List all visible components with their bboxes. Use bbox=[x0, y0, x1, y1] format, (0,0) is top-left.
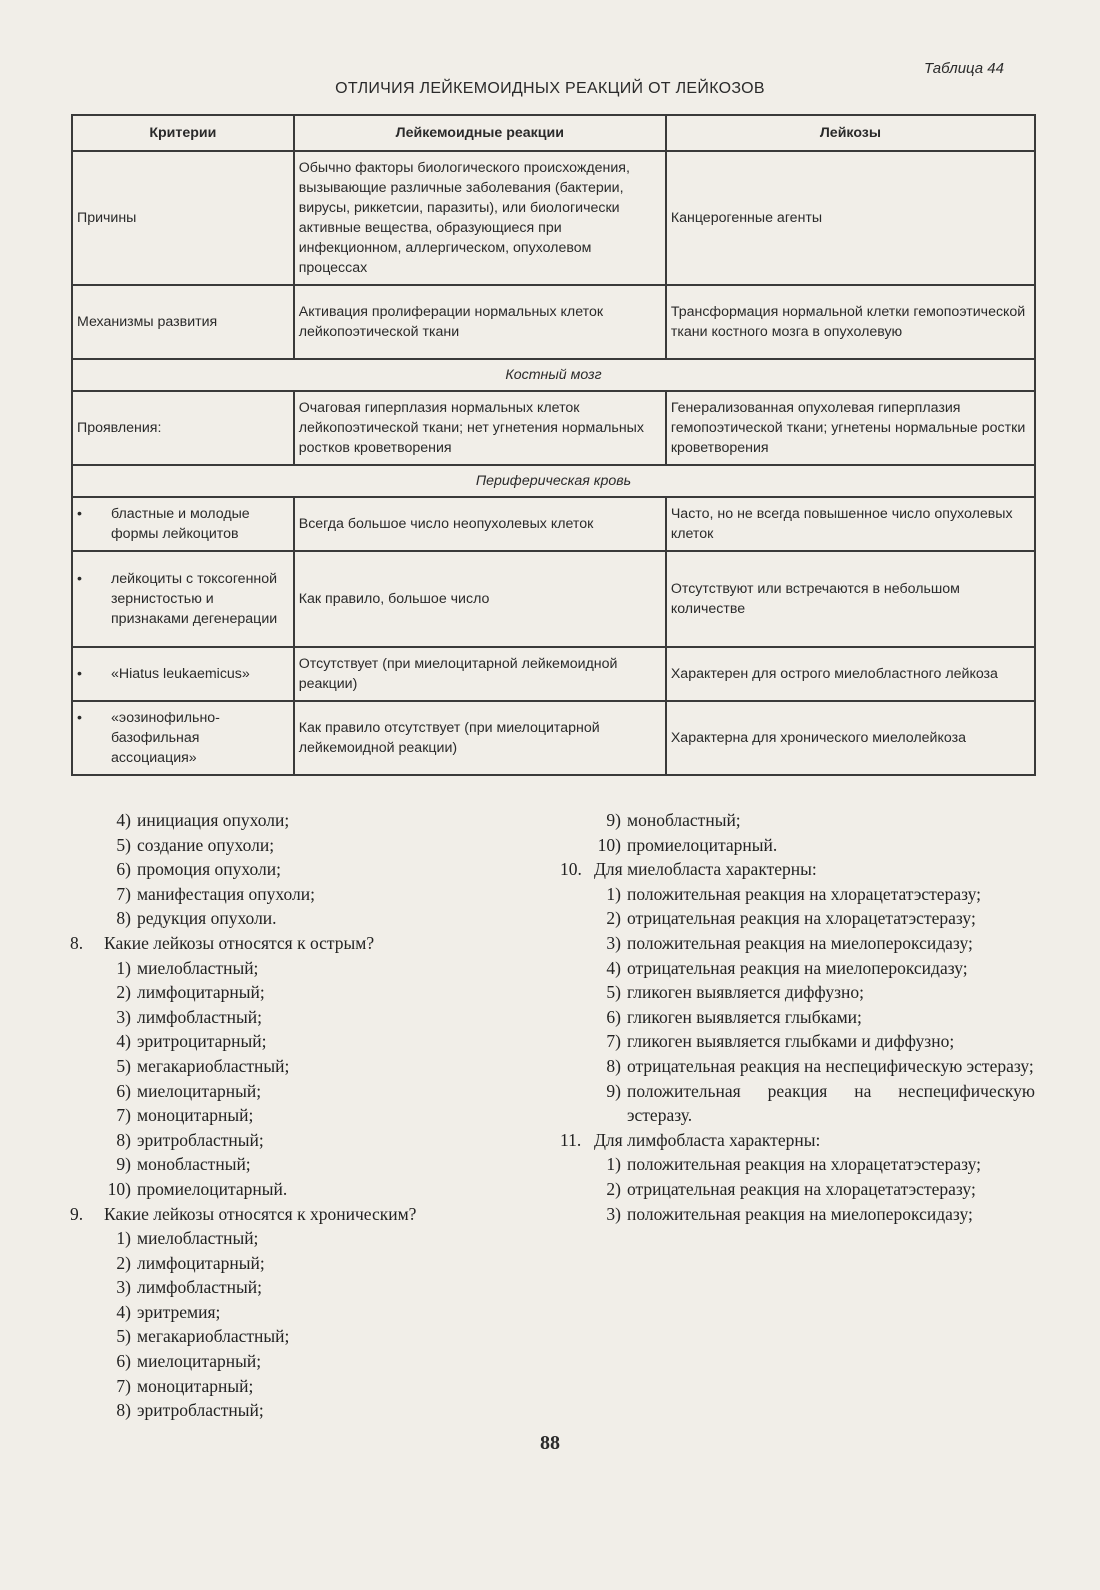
option-text: миелоцитарный; bbox=[137, 1351, 262, 1372]
option-text: эритроцитарный; bbox=[137, 1031, 267, 1052]
option-number: 5) bbox=[116, 1326, 131, 1347]
table-cell: Механизмы развития bbox=[72, 285, 294, 359]
answer-option bbox=[70, 882, 530, 907]
option-number: 1) bbox=[606, 1154, 621, 1175]
comparison-table bbox=[71, 114, 1036, 776]
section-row bbox=[72, 359, 1035, 391]
option-text: инициация опухоли; bbox=[137, 810, 290, 830]
option-text: миелоцитарный; bbox=[137, 1080, 262, 1101]
question-number: 8. bbox=[70, 932, 84, 953]
option-number: 10) bbox=[107, 1178, 131, 1199]
table-cell: Как правило, большое число bbox=[294, 551, 666, 647]
answer-option bbox=[70, 906, 530, 931]
answer-option bbox=[560, 906, 1035, 931]
header-criteria: Критерии bbox=[72, 115, 294, 151]
option-text: эритробластный; bbox=[137, 1129, 264, 1150]
option-number: 7) bbox=[606, 1031, 621, 1052]
table-title: ОТЛИЧИЯ ЛЕЙКЕМОИДНЫХ РЕАКЦИЙ ОТ ЛЕЙКОЗОВ bbox=[335, 80, 765, 97]
table-cell: Характерен для острого миелобластного лейкоза bbox=[666, 647, 1035, 701]
option-number: 2) bbox=[116, 982, 131, 1003]
option-text: мегакариобластный; bbox=[137, 1055, 290, 1076]
page-number: 88 bbox=[540, 1432, 560, 1454]
answer-option bbox=[70, 1103, 530, 1128]
option-number: 5) bbox=[606, 982, 621, 1003]
option-text: отрицательная реакция на миелопероксидазу; bbox=[627, 957, 968, 978]
question-text: Для лимфобласта характерны: bbox=[594, 1129, 821, 1150]
table-row bbox=[72, 391, 1035, 465]
table-cell: Отсутствует (при миелоцитарной лейкемоидной реакции) bbox=[294, 647, 666, 701]
answer-option bbox=[70, 1054, 530, 1079]
table-cell: Всегда большое число неопухолевых клеток bbox=[294, 497, 666, 551]
option-text: гликоген выявляется глыбками и диффузно; bbox=[627, 1031, 955, 1052]
option-number: 5) bbox=[116, 834, 131, 855]
option-text: моноцитарный; bbox=[137, 1105, 254, 1126]
answer-option bbox=[560, 1054, 1035, 1079]
option-number: 8) bbox=[606, 1055, 621, 1076]
criterion-label: «эозинофильно-базофильная ассоциация» bbox=[111, 710, 220, 766]
option-text: положительная реакция на миелопероксидазу; bbox=[627, 1203, 973, 1224]
answer-option bbox=[70, 1152, 530, 1177]
answer-option bbox=[560, 808, 1035, 833]
option-text: миелобластный; bbox=[137, 1228, 259, 1249]
option-number: 6) bbox=[116, 1351, 131, 1372]
header-leukemia: Лейкозы bbox=[666, 115, 1035, 151]
criterion-label: «Hiatus leukaemicus» bbox=[111, 666, 250, 682]
option-text: положительная реакция на неспецифическую эстеразу. bbox=[627, 1080, 1035, 1126]
answer-option bbox=[70, 1226, 530, 1251]
answer-option bbox=[70, 808, 530, 833]
answer-option bbox=[560, 833, 1035, 858]
header-leukemoid: Лейкемоидные реакции bbox=[294, 115, 666, 151]
left-column-questions bbox=[70, 808, 530, 1423]
option-number: 9) bbox=[606, 1080, 621, 1101]
option-number: 2) bbox=[116, 1252, 131, 1273]
table-cell: Трансформация нормальной клетки гемопоэтической ткани костного мозга в опухолевую bbox=[666, 285, 1035, 359]
bullet-icon: • bbox=[77, 710, 82, 726]
table-cell: Обычно факторы биологического происхождения, вызывающие различные заболевания (бактерии, вирусы, риккетсии, паразиты), или биологически активные вещества, образующиеся при инфекционном, аллергическом, опухолевом процессах bbox=[294, 151, 666, 285]
option-text: промиелоцитарный. bbox=[627, 834, 778, 855]
table-cell: Генерализованная опухолевая гиперплазия гемопоэтической ткани; угнетены нормальные ростки кроветворения bbox=[666, 391, 1035, 465]
option-number: 10) bbox=[597, 834, 621, 855]
question-text: Для миелобласта характерны: bbox=[594, 859, 817, 880]
answer-option bbox=[560, 1202, 1035, 1227]
option-number: 7) bbox=[116, 1375, 131, 1396]
right-column-questions bbox=[560, 808, 1035, 1226]
table-cell bbox=[72, 647, 294, 701]
question-line bbox=[70, 931, 530, 956]
answer-option bbox=[70, 1177, 530, 1202]
table-cell: Как правило отсутствует (при миелоцитарной лейкемоидной реакции) bbox=[294, 701, 666, 775]
table-cell: Отсутствуют или встречаются в небольшом количестве bbox=[666, 551, 1035, 647]
option-text: мегакариобластный; bbox=[137, 1326, 290, 1347]
option-text: создание опухоли; bbox=[137, 834, 275, 855]
criterion-label: лейкоциты с токсогенной зернистостью и признаками дегенерации bbox=[111, 571, 278, 627]
answer-option bbox=[70, 1398, 530, 1423]
option-text: отрицательная реакция на хлорацетатэстеразу; bbox=[627, 908, 976, 929]
option-text: отрицательная реакция на неспецифическую эстеразу; bbox=[627, 1055, 1034, 1076]
option-number: 8) bbox=[116, 1129, 131, 1150]
option-number: 3) bbox=[606, 932, 621, 953]
option-number: 6) bbox=[116, 859, 131, 880]
option-number: 8) bbox=[116, 1400, 131, 1421]
table-row bbox=[72, 551, 1035, 647]
question-text: Какие лейкозы относятся к острым? bbox=[104, 932, 375, 953]
answer-option bbox=[70, 1374, 530, 1399]
answer-option bbox=[70, 1079, 530, 1104]
option-text: положительная реакция на миелопероксидазу; bbox=[627, 932, 973, 953]
answer-option bbox=[70, 980, 530, 1005]
table-row bbox=[72, 701, 1035, 775]
answer-option bbox=[560, 1177, 1035, 1202]
option-text: моноцитарный; bbox=[137, 1375, 254, 1396]
option-text: промоция опухоли; bbox=[137, 859, 281, 880]
criterion-label: бластные и молодые формы лейкоцитов bbox=[111, 506, 250, 542]
option-number: 1) bbox=[116, 957, 131, 978]
answer-option bbox=[560, 1079, 1035, 1128]
table-cell: Часто, но не всегда повышенное число опухолевых клеток bbox=[666, 497, 1035, 551]
answer-option bbox=[70, 1128, 530, 1153]
answer-option bbox=[70, 833, 530, 858]
option-number: 2) bbox=[606, 908, 621, 929]
bullet-icon: • bbox=[77, 666, 82, 682]
option-text: лимфоцитарный; bbox=[137, 1252, 265, 1273]
question-line bbox=[560, 1128, 1035, 1153]
option-text: гликоген выявляется глыбками; bbox=[627, 1006, 862, 1027]
option-number: 6) bbox=[606, 1006, 621, 1027]
answer-option bbox=[560, 931, 1035, 956]
question-text: Какие лейкозы относятся к хроническим? bbox=[104, 1203, 417, 1224]
table-cell: Характерна для хронического миелолейкоза bbox=[666, 701, 1035, 775]
answer-option bbox=[70, 1029, 530, 1054]
answer-option bbox=[70, 857, 530, 882]
answer-option bbox=[560, 1005, 1035, 1030]
table-cell: Активация пролиферации нормальных клеток лейкопоэтической ткани bbox=[294, 285, 666, 359]
option-text: редукция опухоли. bbox=[137, 908, 277, 929]
answer-option bbox=[70, 956, 530, 981]
table-row bbox=[72, 151, 1035, 285]
section-peripheral-blood: Периферическая кровь bbox=[72, 465, 1035, 497]
answer-option bbox=[70, 1251, 530, 1276]
question-number: 10. bbox=[560, 859, 582, 880]
option-text: положительная реакция на хлорацетатэстеразу; bbox=[627, 1154, 982, 1175]
answer-option bbox=[560, 956, 1035, 981]
section-row bbox=[72, 465, 1035, 497]
answer-option bbox=[560, 1152, 1035, 1177]
table-cell: Причины bbox=[72, 151, 294, 285]
answer-option bbox=[70, 1324, 530, 1349]
answer-option bbox=[560, 882, 1035, 907]
question-number: 9. bbox=[70, 1203, 84, 1224]
option-number: 4) bbox=[606, 957, 621, 978]
answer-option bbox=[70, 1275, 530, 1300]
table-row bbox=[72, 647, 1035, 701]
option-text: положительная реакция на хлорацетатэстеразу; bbox=[627, 883, 982, 904]
table-cell: Очаговая гиперплазия нормальных клеток лейкопоэтической ткани; нет угнетения нормальных ростков кроветворения bbox=[294, 391, 666, 465]
option-text: лимфобластный; bbox=[137, 1006, 262, 1027]
table-number-label: Таблица 44 bbox=[923, 60, 1004, 77]
question-line bbox=[560, 857, 1035, 882]
option-text: эритробластный; bbox=[137, 1400, 264, 1421]
answer-option bbox=[70, 1005, 530, 1030]
option-number: 4) bbox=[116, 810, 131, 830]
answer-option bbox=[70, 1349, 530, 1374]
question-line bbox=[70, 1202, 530, 1227]
option-text: промиелоцитарный. bbox=[137, 1178, 288, 1199]
answer-option bbox=[560, 1029, 1035, 1054]
option-text: монобластный; bbox=[137, 1154, 251, 1175]
table-cell: Канцерогенные агенты bbox=[666, 151, 1035, 285]
option-number: 5) bbox=[116, 1055, 131, 1076]
option-text: лимфоцитарный; bbox=[137, 982, 265, 1003]
question-number: 11. bbox=[560, 1129, 582, 1150]
bullet-icon: • bbox=[77, 506, 82, 522]
option-number: 4) bbox=[116, 1031, 131, 1052]
option-number: 1) bbox=[606, 883, 621, 904]
answer-option bbox=[70, 1300, 530, 1325]
option-number: 6) bbox=[116, 1080, 131, 1101]
option-text: эритремия; bbox=[137, 1301, 221, 1322]
option-number: 3) bbox=[116, 1006, 131, 1027]
option-number: 2) bbox=[606, 1178, 621, 1199]
option-number: 4) bbox=[116, 1301, 131, 1322]
option-number: 9) bbox=[606, 810, 621, 830]
table-header-row bbox=[72, 115, 1035, 151]
option-text: манифестация опухоли; bbox=[137, 883, 315, 904]
section-bone-marrow: Костный мозг bbox=[72, 359, 1035, 391]
option-number: 7) bbox=[116, 883, 131, 904]
option-text: гликоген выявляется диффузно; bbox=[627, 982, 864, 1003]
option-text: монобластный; bbox=[627, 810, 741, 830]
option-number: 3) bbox=[116, 1277, 131, 1298]
option-number: 3) bbox=[606, 1203, 621, 1224]
option-number: 1) bbox=[116, 1228, 131, 1249]
option-number: 7) bbox=[116, 1105, 131, 1126]
option-number: 8) bbox=[116, 908, 131, 929]
table-row bbox=[72, 497, 1035, 551]
bullet-icon: • bbox=[77, 571, 82, 587]
table-cell bbox=[72, 551, 294, 647]
option-text: отрицательная реакция на хлорацетатэстеразу; bbox=[627, 1178, 976, 1199]
option-text: лимфобластный; bbox=[137, 1277, 262, 1298]
table-cell bbox=[72, 701, 294, 775]
table-cell bbox=[72, 497, 294, 551]
table-row bbox=[72, 285, 1035, 359]
answer-option bbox=[560, 980, 1035, 1005]
table-cell: Проявления: bbox=[72, 391, 294, 465]
option-number: 9) bbox=[116, 1154, 131, 1175]
option-text: миелобластный; bbox=[137, 957, 259, 978]
